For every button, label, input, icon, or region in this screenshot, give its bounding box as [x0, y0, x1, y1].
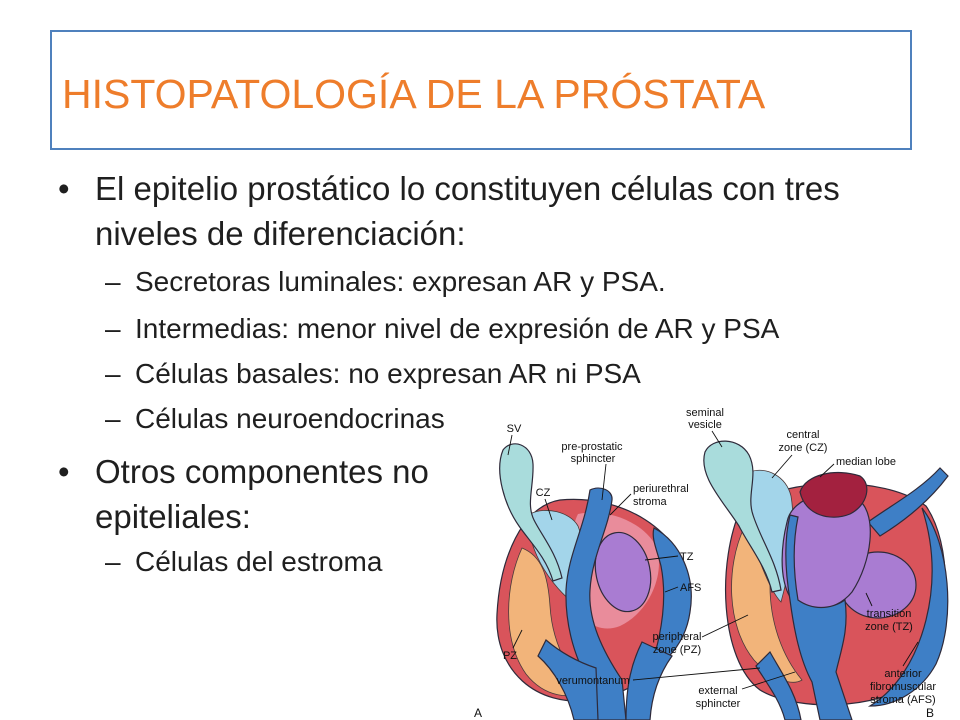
label-peripheral-zone: peripheral: [652, 631, 702, 643]
bullet-text-line: niveles de diferenciación:: [95, 215, 466, 252]
label-anterior-fibromuscular-stroma: fibromuscular: [869, 681, 937, 693]
label-pz: PZ: [502, 650, 518, 662]
sub-bullet-marker: –: [105, 546, 121, 577]
prostate-zones-diagram: [470, 395, 960, 720]
sub-bullet-marker: –: [105, 358, 121, 389]
label-median-lobe: median lobe: [836, 456, 896, 468]
label-pre-prostatic-sphincter: sphincter: [570, 453, 616, 465]
sub-bullet-item: [105, 399, 445, 439]
sub-bullet-item: [105, 309, 780, 349]
bullet-marker: •: [58, 453, 70, 490]
label-afs: AFS: [680, 582, 702, 594]
sub-bullet-item: [105, 354, 641, 394]
bullet-text-line: El epitelio prostático lo constituyen células con tres: [95, 170, 840, 207]
label-anterior-fibromuscular-stroma: stroma (AFS): [870, 694, 936, 706]
label-sv: SV: [506, 423, 522, 435]
label-verumontanum: verumontanum: [556, 675, 630, 687]
label-external-sphincter: sphincter: [695, 698, 741, 710]
sub-bullet-item: [105, 542, 383, 582]
bullet-marker: •: [58, 170, 70, 207]
label-pre-prostatic-sphincter: pre-prostatic: [561, 441, 623, 453]
label-central-zone: zone (CZ): [778, 442, 828, 454]
bullet-text-line: epiteliales:: [95, 498, 251, 535]
label-periurethral-stroma: stroma: [633, 496, 667, 508]
bullet-item: [58, 449, 429, 539]
panel-label-b: B: [925, 706, 935, 720]
sub-bullet-marker: –: [105, 266, 121, 297]
sub-bullet-text: Secretoras luminales: expresan AR y PSA.: [135, 266, 666, 297]
bullet-text-line: Otros componentes no: [95, 453, 429, 490]
sub-bullet-text: Células neuroendocrinas: [135, 403, 445, 434]
label-seminal-vesicle: vesicle: [688, 419, 722, 431]
sub-bullet-text: Células basales: no expresan AR ni PSA: [135, 358, 641, 389]
label-periurethral-stroma: periurethral: [633, 483, 689, 495]
label-peripheral-zone: zone (PZ): [652, 644, 702, 656]
label-transition-zone: transition: [866, 608, 912, 620]
label-anterior-fibromuscular-stroma: anterior: [884, 668, 922, 680]
leader-line-central-zone: [772, 455, 792, 478]
bullet-item: [58, 166, 840, 256]
label-cz: CZ: [535, 487, 551, 499]
label-seminal-vesicle: seminal: [686, 407, 724, 419]
sub-bullet-text: Células del estroma: [135, 546, 383, 577]
sub-bullet-item: [105, 262, 666, 302]
sub-bullet-text: Intermedias: menor nivel de expresión de AR y PSA: [135, 313, 780, 344]
sub-bullet-marker: –: [105, 403, 121, 434]
label-tz: TZ: [680, 551, 694, 563]
label-central-zone: central: [786, 429, 820, 441]
label-external-sphincter: external: [698, 685, 738, 697]
panel-label-a: A: [473, 706, 483, 720]
sub-bullet-marker: –: [105, 313, 121, 344]
label-transition-zone: zone (TZ): [865, 621, 913, 633]
slide-title: HISTOPATOLOGÍA DE LA PRÓSTATA: [62, 71, 766, 117]
